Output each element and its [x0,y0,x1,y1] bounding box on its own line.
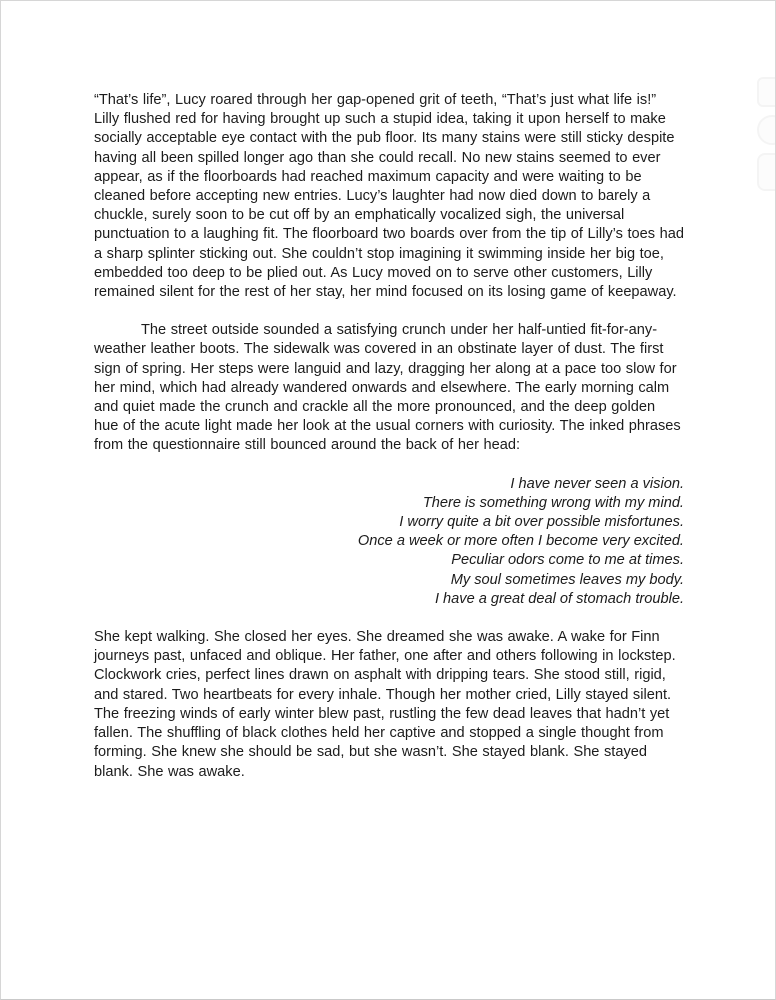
questionnaire-line: I have a great deal of stomach trouble. [434,590,684,607]
document-body-text [94,91,684,801]
questionnaire-line: I worry quite a bit over possible misfortunes. [399,514,684,531]
questionnaire-line: Peculiar odors come to me at times. [451,552,684,569]
questionnaire-quote-block [94,475,684,609]
paragraph-pub-scene: “That’s life”, Lucy roared through her gap-opened grit of teeth, “That’s just what life is!” Lilly flushed red for having brought up such a stupid idea, taking it upon herself to make socially acceptable eye contact with the pub floor. Its many stains were still sticky despite having all been spilled longer ago than she could recall. No new stains seemed to ever appear, as if the floorboards had reached maximum capacity and were waiting to be cleaned before accepting new entries. Lucy’s laughter had now died down to barely a chuckle, surely soon to be cut off by an emphatically vocalized sigh, the universal punctuation to a laughing fit. The floorboard two boards over from the tip of Lilly’s toes had a sharp splinter sticking out. She couldn’t stop imagining it swimming inside her big toe, embedded too deep to be plied out. As Lucy moved on to serve other customers, Lilly remained silent for the rest of her stay, her mind focused on its losing game of keepaway. [94,92,684,301]
questionnaire-line: There is something wrong with my mind. [422,494,684,511]
cropped-edge-icon-square[interactable] [757,77,776,107]
paragraph-street-walk: The street outside sounded a satisfying crunch under her half-untied fit-for-any-weather leather boots. The sidewalk was covered in an obstinate layer of dust. The first sign of spring. Her steps were languid and lazy, dragging her along at a pace too slow for her mind, which had already wandered onwards and elsewhere. The early morning calm and quiet made the crunch and crackle all the more pronounced, and the deep golden hue of the acute light made her look at the usual corners with curiosity. The inked phrases from the questionnaire still bounced around the back of her head: [94,322,681,454]
questionnaire-line: Once a week or more often I become very excited. [357,533,684,550]
questionnaire-line: My soul sometimes leaves my body. [450,571,684,588]
cropped-edge-toolbar [757,77,776,191]
cropped-edge-icon-circle[interactable] [757,115,776,145]
paragraph-funeral-dream: She kept walking. She closed her eyes. She dreamed she was awake. A wake for Finn journeys past, unfaced and oblique. Her father, one after and others following in lockstep. Clockwork cries, perfect lines drawn on asphalt with dripping tears. She stood still, rigid, and stared. Two heartbeats for every inhale. Though her mother cried, Lilly stayed silent. The freezing winds of early winter blew past, rustling the few dead leaves that hadn’t yet fallen. The shuffling of black clothes held her captive and stopped a single thought from forming. She knew she should be sad, but she wasn’t. She stayed blank. She stayed blank. She was awake. [94,629,676,780]
cropped-edge-icon-panel[interactable] [757,153,776,191]
questionnaire-line: I have never seen a vision. [510,475,684,492]
